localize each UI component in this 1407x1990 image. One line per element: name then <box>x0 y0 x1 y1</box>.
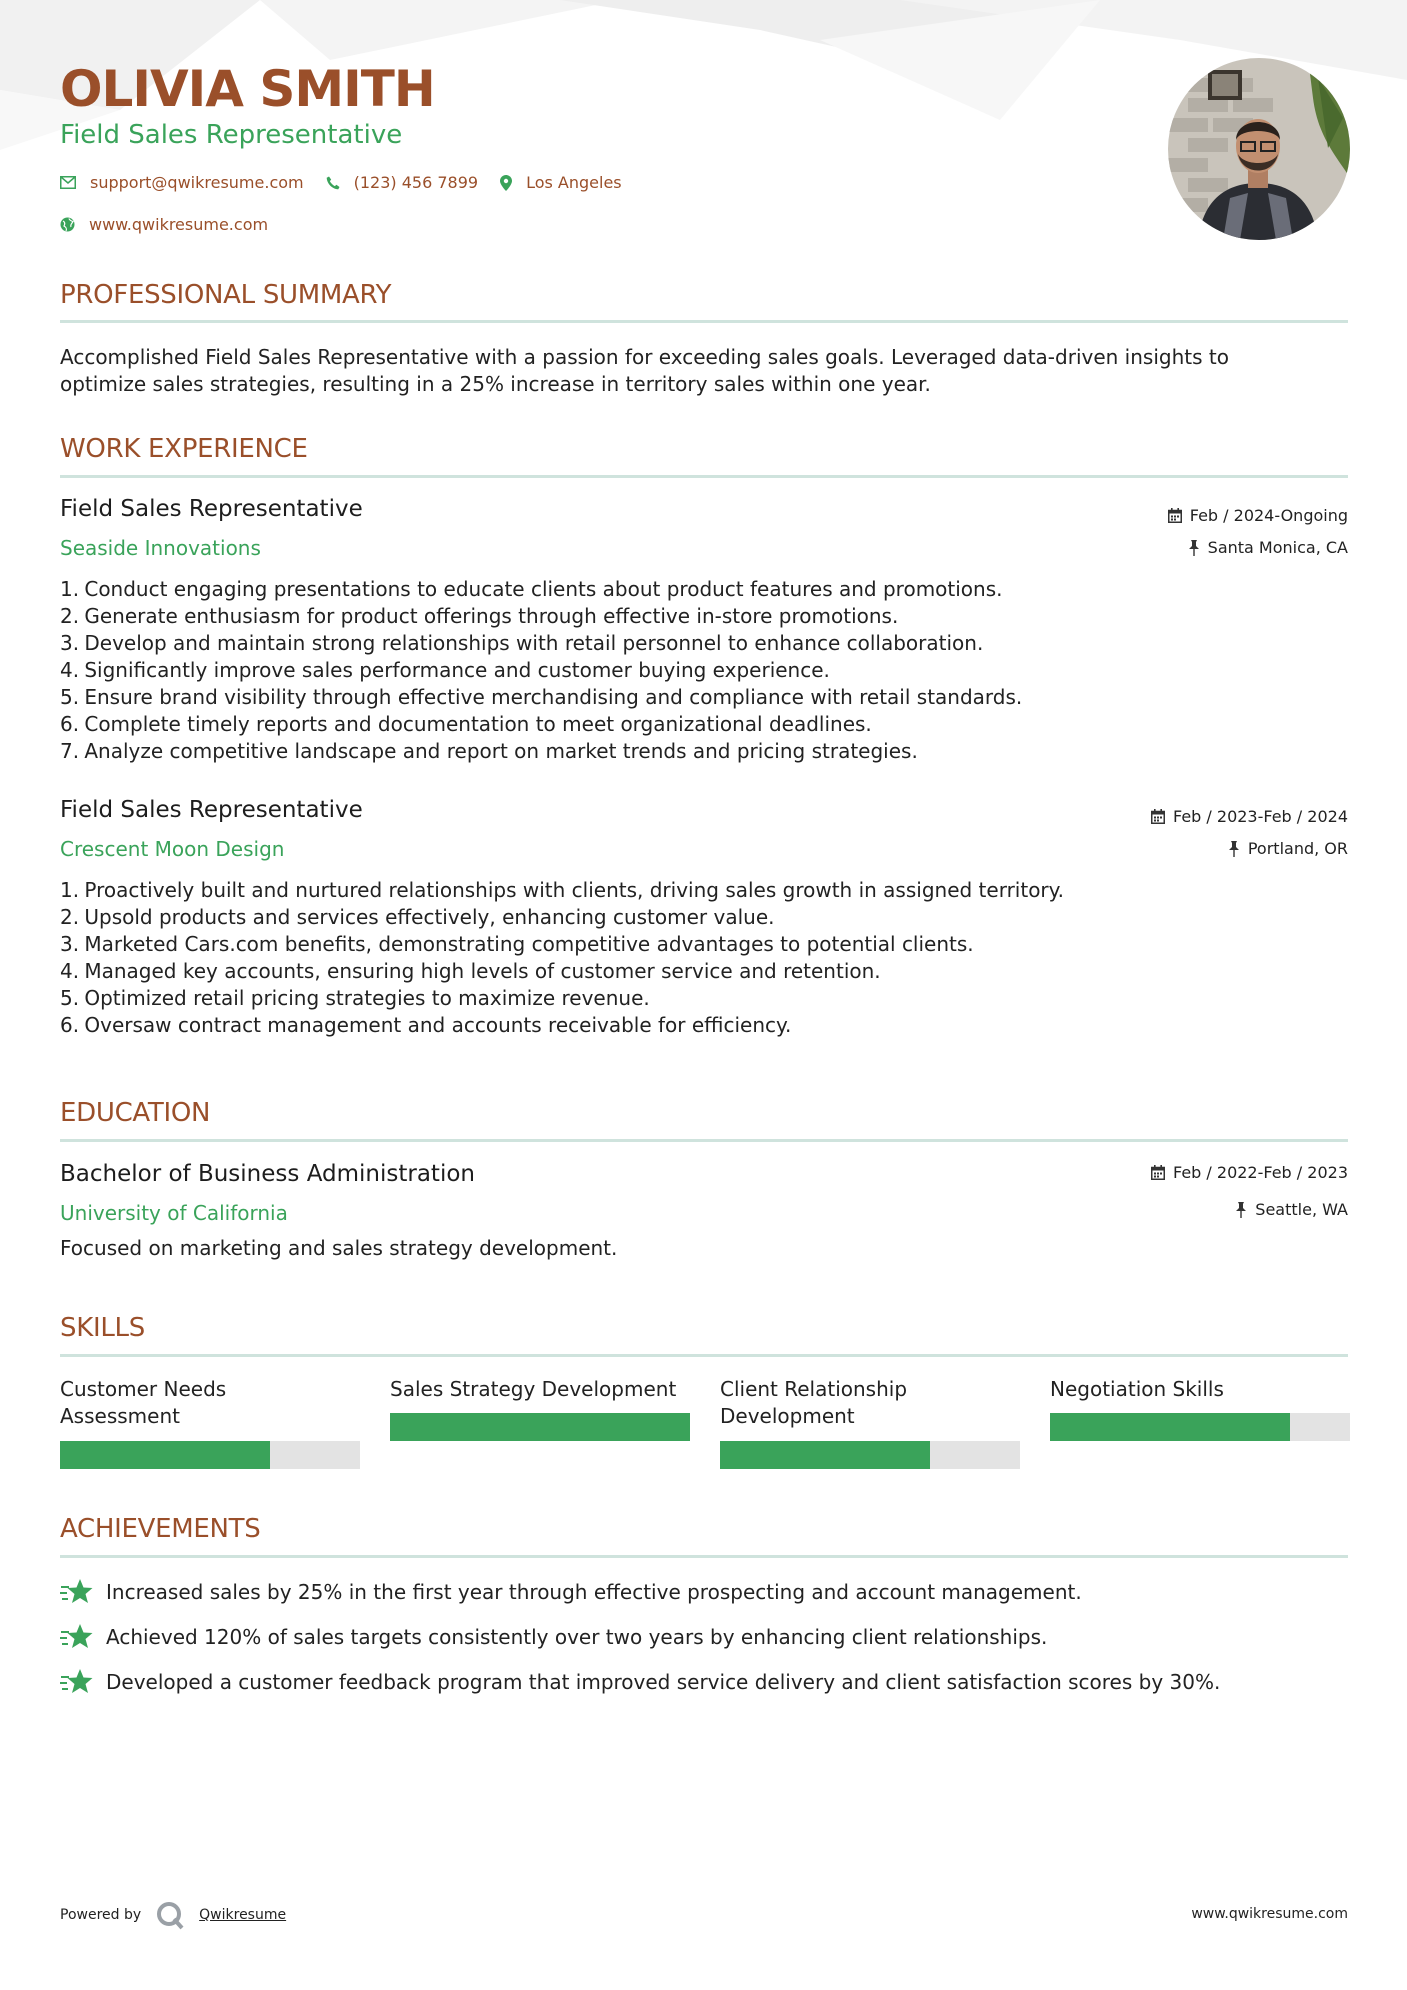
location-contact <box>500 173 622 192</box>
section-divider <box>60 1555 1348 1558</box>
job-company: Seaside Innovations <box>60 536 261 560</box>
globe-icon <box>60 217 75 232</box>
list-item: 5. Optimized retail pricing strategies to maximize revenue. <box>60 986 650 1010</box>
job-location <box>1188 538 1348 557</box>
achievement-item <box>60 1668 1220 1696</box>
phone-icon <box>326 176 340 190</box>
list-item: 3. Marketed Cars.com benefits, demonstrating competitive advantages to potential clients. <box>60 932 974 956</box>
list-item: 4. Significantly improve sales performance and customer buying experience. <box>60 658 830 682</box>
achievement-item <box>60 1578 1082 1606</box>
education-description: Focused on marketing and sales strategy development. <box>60 1236 618 1260</box>
skill-item <box>1050 1376 1350 1403</box>
list-item: 6. Complete timely reports and documentation to meet organizational deadlines. <box>60 712 872 736</box>
summary-line: optimize sales strategies, resulting in a 25% increase in territory sales within one year. <box>60 372 931 396</box>
job-bullets <box>60 877 1348 1039</box>
job-bullets <box>60 576 1348 765</box>
summary-heading: PROFESSIONAL SUMMARY <box>60 280 392 310</box>
footer-website[interactable]: www.qwikresume.com <box>1191 1906 1348 1922</box>
degree-title: Bachelor of Business Administration <box>60 1161 475 1187</box>
contact-row <box>60 173 644 192</box>
star-icon <box>60 1623 94 1651</box>
list-item: 3. Develop and maintain strong relationships with retail personnel to enhance collaboration. <box>60 631 984 655</box>
list-item: 2. Generate enthusiasm for product offerings through effective in-store promotions. <box>60 604 899 628</box>
achievement-text: Increased sales by 25% in the first year through effective prospecting and account management. <box>106 1580 1082 1604</box>
achievement-item <box>60 1623 1047 1651</box>
skill-name: Customer Needs Assessment <box>60 1377 227 1428</box>
pushpin-icon <box>1228 841 1240 857</box>
calendar-icon <box>1151 1165 1165 1180</box>
section-divider <box>60 1354 1348 1357</box>
location-text: Los Angeles <box>526 173 622 192</box>
pushpin-icon <box>1235 1202 1247 1218</box>
list-item: 1. Conduct engaging presentations to educate clients about product features and promotions. <box>60 577 1003 601</box>
section-divider <box>60 1139 1348 1142</box>
skill-bar-fill <box>60 1441 270 1469</box>
list-item: 1. Proactively built and nurtured relationships with clients, driving sales growth in assigned territory. <box>60 878 1064 902</box>
education-dates-text: Feb / 2022-Feb / 2023 <box>1173 1163 1348 1182</box>
job-dates <box>1151 807 1348 826</box>
pushpin-icon <box>1188 540 1200 556</box>
achievements-heading: ACHIEVEMENTS <box>60 1514 261 1544</box>
star-icon <box>60 1668 94 1696</box>
skill-bar <box>60 1441 360 1469</box>
candidate-title: Field Sales Representative <box>60 120 403 150</box>
job-company: Crescent Moon Design <box>60 837 285 861</box>
skill-name: Client Relationship Development <box>720 1377 908 1428</box>
email-text: support@qwikresume.com <box>90 173 304 192</box>
calendar-icon <box>1168 508 1182 523</box>
section-divider <box>60 475 1348 478</box>
skill-bar <box>720 1441 1020 1469</box>
experience-heading: WORK EXPERIENCE <box>60 434 308 464</box>
website-text: www.qwikresume.com <box>89 215 269 234</box>
education-location-text: Seattle, WA <box>1255 1200 1348 1219</box>
skill-bar <box>390 1413 690 1441</box>
skill-item <box>390 1376 690 1403</box>
list-item: 4. Managed key accounts, ensuring high levels of customer service and retention. <box>60 959 881 983</box>
list-item: 7. Analyze competitive landscape and report on market trends and pricing strategies. <box>60 739 918 763</box>
job-dates-text: Feb / 2023-Feb / 2024 <box>1173 807 1348 826</box>
qwikresume-link[interactable]: Qwikresume <box>199 1907 287 1923</box>
school-name: University of California <box>60 1201 288 1225</box>
profile-photo <box>1168 58 1350 240</box>
achievement-text: Achieved 120% of sales targets consistently over two years by enhancing client relationships. <box>106 1625 1048 1649</box>
skill-bar <box>1050 1413 1350 1441</box>
summary-text <box>60 344 1348 398</box>
skill-item <box>60 1376 360 1430</box>
education-heading: EDUCATION <box>60 1098 211 1128</box>
website-row <box>60 215 290 234</box>
phone-text: (123) 456 7899 <box>353 173 479 192</box>
job-title: Field Sales Representative <box>60 496 363 522</box>
website-contact[interactable] <box>60 215 268 234</box>
skill-bar-fill <box>720 1441 930 1469</box>
skill-bar-fill <box>1050 1413 1290 1441</box>
email-contact[interactable] <box>60 173 304 192</box>
skill-bar-fill <box>390 1413 690 1441</box>
phone-contact[interactable] <box>326 173 478 192</box>
footer-powered-by <box>60 1900 286 1930</box>
skills-heading: SKILLS <box>60 1313 145 1343</box>
skill-name: Sales Strategy Development <box>390 1377 677 1401</box>
list-item: 5. Ensure brand visibility through effective merchandising and compliance with retail standards. <box>60 685 1023 709</box>
map-marker-icon <box>500 175 512 191</box>
star-icon <box>60 1578 94 1606</box>
envelope-icon <box>60 176 76 189</box>
candidate-name: OLIVIA SMITH <box>60 60 435 118</box>
list-item: 2. Upsold products and services effectively, enhancing customer value. <box>60 905 775 929</box>
education-location <box>1235 1200 1348 1219</box>
powered-by-label: Powered by <box>60 1907 142 1923</box>
section-divider <box>60 320 1348 323</box>
achievement-text: Developed a customer feedback program that improved service delivery and client satisfaction scores by 30%. <box>106 1670 1221 1694</box>
job-dates <box>1168 506 1348 525</box>
job-location-text: Portland, OR <box>1247 839 1348 858</box>
job-location-text: Santa Monica, CA <box>1207 538 1348 557</box>
job-dates-text: Feb / 2024-Ongoing <box>1189 506 1348 525</box>
job-title: Field Sales Representative <box>60 797 363 823</box>
calendar-icon <box>1151 809 1165 824</box>
job-location <box>1228 839 1348 858</box>
list-item: 6. Oversaw contract management and accounts receivable for efficiency. <box>60 1013 792 1037</box>
qwikresume-logo-icon <box>155 1900 185 1930</box>
profile-photo-image <box>1168 58 1350 240</box>
skill-name: Negotiation Skills <box>1050 1377 1224 1401</box>
summary-line: Accomplished Field Sales Representative with a passion for exceeding sales goals. Leveraged data-driven insights to <box>60 345 1229 369</box>
skill-item <box>720 1376 1020 1430</box>
education-dates <box>1151 1163 1348 1182</box>
